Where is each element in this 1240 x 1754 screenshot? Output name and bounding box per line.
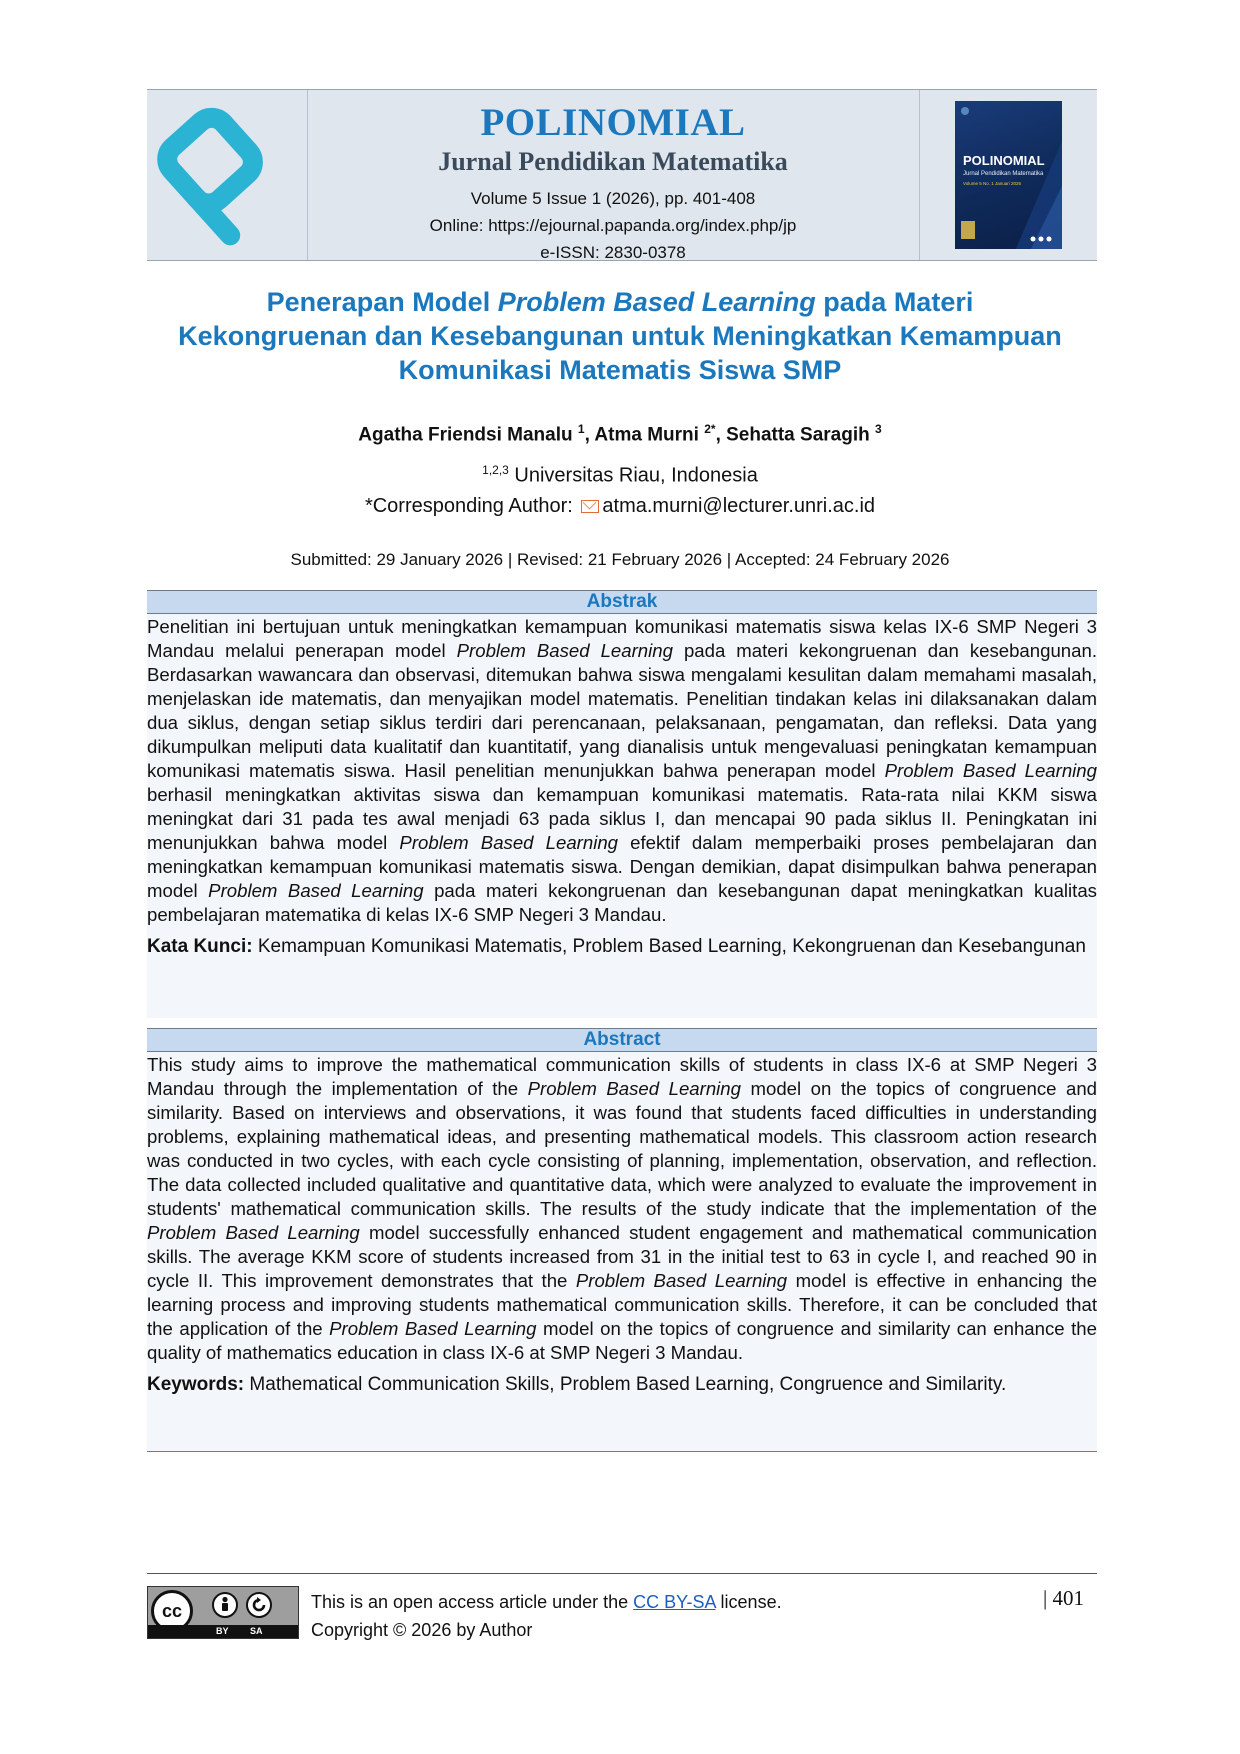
abstrak-section: [147, 590, 1097, 1018]
affiliation-sup: 1,2,3: [482, 463, 509, 477]
footer-divider: [147, 1573, 1097, 1574]
abstrak-text: Penelitian ini bertujuan untuk meningkatkan kemampuan komunikasi matematis siswa kelas IX-6 SMP Negeri 3 Mandau melalui penerapan model: [147, 616, 1097, 661]
kata-kunci: [147, 935, 1097, 959]
paper-title: [140, 285, 1100, 387]
abstract-italic: Problem Based Learning: [575, 1270, 788, 1291]
abstrak-text: pada materi kekongruenan dan kesebangunan dapat meningkatkan kualitas pembelajaran matematika di kelas IX-6 SMP Negeri 3 Mandau.: [147, 880, 1097, 925]
kata-kunci-label: Kata Kunci:: [147, 936, 253, 957]
abstract-body: [147, 1053, 1097, 1365]
abstrak-text: berhasil meningkatkan aktivitas siswa dan kemampuan komunikasi matematis. Rata-rata nilai KKM siswa meningkat dari 31 pada tes awal menjadi 63 pada siklus I, dan mencapai 90 pada siklus II. Peningkatan ini menunjukkan bahwa model: [147, 784, 1097, 853]
abstract-italic: Problem Based Learning: [329, 1318, 537, 1339]
journal-subtitle: Jurnal Pendidikan Matematika: [438, 147, 788, 176]
license-text: license.: [715, 1592, 782, 1612]
share-alike-icon: [246, 1592, 272, 1618]
cover-subtitle: Jurnal Pendidikan Matematika: [963, 171, 1044, 177]
attribution-person-icon: [212, 1592, 238, 1618]
cc-by-sa-link[interactable]: CC BY-SA: [633, 1592, 716, 1612]
person-icon: [214, 1594, 236, 1616]
journal-volume: Volume 5 Issue 1 (2026), pp. 401-408: [470, 189, 756, 208]
journal-online-url[interactable]: Online: https://ejournal.papanda.org/index.php/jp: [429, 216, 797, 235]
author-list: [140, 422, 1100, 446]
journal-name: POLINOMIAL: [480, 101, 746, 144]
journal-cover-image: [955, 101, 1062, 249]
abstract-text: This study aims to improve the mathematical communication skills of students in class IX-6 at SMP Negeri 3 Mandau through the implementation of the: [147, 1054, 1097, 1099]
journal-issn: e-ISSN: 2830-0378: [540, 243, 686, 262]
cc-by-sa-badge[interactable]: [147, 1586, 299, 1639]
title-part: pada Materi: [815, 287, 974, 317]
mail-icon: [581, 500, 599, 513]
author-name: , Atma Murni: [584, 424, 705, 446]
journal-header: [147, 89, 1097, 261]
author-sup: 1: [577, 422, 585, 436]
author-name: Agatha Friendsi Manalu: [358, 424, 578, 446]
abstract-text: model successfully enhanced student engagement and mathematical communication skills. The average KKM score of students increased from 31 in the initial test to 63 in cycle I, and reached 90 in cycle II. This improvement demonstrates that the: [147, 1222, 1097, 1291]
header-divider-right: [919, 90, 920, 260]
cc-sa-label: SA: [250, 1626, 263, 1636]
abstract-italic: Problem Based Learning: [147, 1222, 360, 1243]
corresponding-label: *Corresponding Author:: [364, 495, 579, 517]
kata-kunci-text: Kemampuan Komunikasi Matematis, Problem Based Learning, Kekongruenan dan Kesebangunan: [252, 936, 1086, 957]
cc-by-label: BY: [216, 1626, 229, 1636]
keywords-text: Mathematical Communication Skills, Problem Based Learning, Congruence and Similarity.: [244, 1374, 1007, 1395]
polinomial-p-logo-icon: [147, 90, 307, 260]
abstrak-heading: Abstrak: [147, 590, 1097, 614]
abstrak-italic: Problem Based Learning: [208, 880, 424, 901]
abstract-italic: Problem Based Learning: [527, 1078, 741, 1099]
corresponding-email[interactable]: atma.murni@lecturer.unri.ac.id: [602, 495, 876, 517]
abstract-text: model is effective in enhancing the learning process and improving students mathematical communication skills. Therefore, it can be concluded that the application of the: [147, 1270, 1097, 1339]
title-line-2: Kekongruenan dan Kesebangunan untuk Meningkatkan Kemampuan: [178, 321, 1062, 351]
abstract-heading: Abstract: [147, 1028, 1097, 1052]
keywords-label: Keywords:: [147, 1374, 245, 1395]
title-part: Penerapan Model: [266, 287, 498, 317]
journal-logo: [147, 90, 307, 260]
license-notice: [311, 1588, 782, 1644]
abstract-text: model on the topics of congruence and similarity can enhance the quality of mathematics education in class IX-6 at SMP Negeri 3 Mandau.: [147, 1318, 1097, 1363]
abstrak-text: efektif dalam memperbaiki proses pembelajaran dan meningkatkan kemampuan komunikasi matematis siswa. Dengan demikian, dapat disimpulkan bahwa penerapan model: [147, 832, 1097, 901]
copyright: Copyright © 2026 by Author: [311, 1620, 533, 1640]
abstrak-italic: Problem Based Learning: [456, 640, 673, 661]
abstrak-italic: Problem Based Learning: [884, 760, 1097, 781]
title-italic: Problem Based Learning: [497, 287, 816, 317]
author-sup: 2*: [704, 422, 716, 436]
page-number: | 401: [1043, 1586, 1084, 1610]
submission-dates: Submitted: 29 January 2026 | Revised: 21 February 2026 | Accepted: 24 February 2026: [290, 550, 950, 569]
journal-info: [308, 90, 918, 260]
cover-issue: Volume 5 No. 1 Januari 2026: [963, 181, 1022, 186]
title-line-3: Komunikasi Matematis Siswa SMP: [398, 355, 842, 385]
abstract-section: [147, 1028, 1097, 1452]
affiliation-text: Universitas Riau, Indonesia: [508, 464, 758, 487]
author-name: , Sehatta Saragih: [715, 424, 876, 446]
cover-title: POLINOMIAL: [963, 153, 1045, 168]
abstrak-italic: Problem Based Learning: [399, 832, 619, 853]
sharealike-arrow-icon: [248, 1594, 270, 1616]
abstract-text: model on the topics of congruence and similarity. Based on interviews and observations, it was found that students faced difficulties in understanding problems, explaining mathematical ideas, and presenting mathematical models. This classroom action research was conducted in two cycles, with each cycle consisting of planning, implementation, observation, and reflection. The data collected included qualitative and quantitative data, which were analyzed to evaluate the improvement in students' mathematical communication skills. The results of the study indicate that the implementation of the: [147, 1078, 1098, 1219]
abstrak-body: [147, 615, 1097, 927]
abstrak-text: pada materi kekongruenan dan kesebangunan. Berdasarkan wawancara dan observasi, ditemukan bahwa siswa mengalami kesulitan dalam memahami masalah, menjelaskan ide matematis, dan menyajikan model matematis. Penelitian tindakan kelas ini dilaksanakan dalam dua siklus, dengan setiap siklus terdiri dari perencanaan, pelaksanaan, pengamatan, dan refleksi. Data yang dikumpulkan meliputi data kualitatif dan kuantitatif, yang dianalisis untuk mengevaluasi peningkatan kemampuan komunikasi matematis siswa. Hasil penelitian menunjukkan bahwa penerapan model: [147, 640, 1097, 781]
cc-icon: cc: [151, 1590, 193, 1632]
affiliation: [140, 463, 1100, 488]
keywords: [147, 1373, 1097, 1397]
license-text: This is an open access article under the: [311, 1592, 634, 1612]
corresponding-author: [140, 495, 1100, 518]
author-sup: 3: [875, 422, 882, 436]
